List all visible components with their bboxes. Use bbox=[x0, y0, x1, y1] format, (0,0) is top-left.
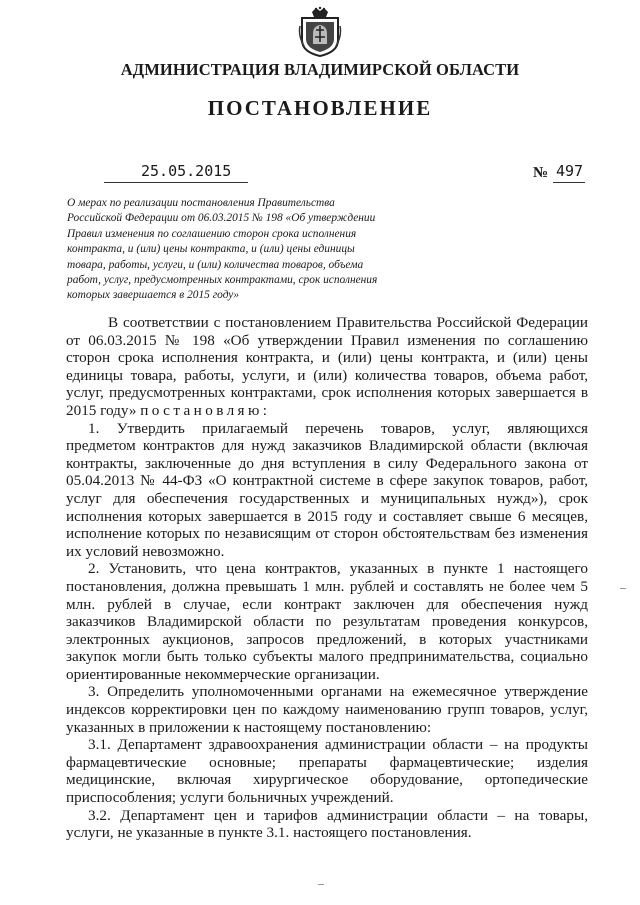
body-line: фармацевтические основные; препараты фармацевтические; изделия bbox=[66, 753, 588, 771]
subject-line: О мерах по реализации постановления Правительства bbox=[67, 197, 335, 209]
body-line: ориентированные некоммерческие организации. bbox=[66, 665, 380, 683]
subject-line: контракта, и (или) цены контракта, и (или) цены единицы bbox=[67, 243, 355, 256]
coat-of-arms-icon bbox=[298, 6, 342, 58]
body-line: указанных в приложении к настоящему постановлению: bbox=[66, 718, 432, 736]
scan-mark bbox=[620, 588, 626, 589]
body-line bbox=[66, 402, 588, 420]
subject-line: Российской Федерации от 06.03.2015 № 198 «Об утверждении bbox=[67, 212, 376, 225]
organization-name: АДМИНИСТРАЦИЯ ВЛАДИМИРСКОЙ ОБЛАСТИ bbox=[120, 60, 520, 79]
body-line: исполнения которых завершается в 2015 году и составляет свыше 6 месяцев, bbox=[66, 507, 588, 525]
body-line: электронных аукционов, запросов предложений, в которых участниками bbox=[66, 630, 588, 648]
body-line: единицы товара, работы, услуги, и (или) количества товаров, объема работ, bbox=[66, 366, 588, 384]
body-line: 1. Утвердить прилагаемый перечень товаров, услуг, являющихся bbox=[88, 419, 588, 437]
subject-line: которых завершается в 2015 году» bbox=[67, 289, 240, 302]
body-line: постановления, должна превышать 1 млн. рублей и составлять не более чем 5 bbox=[66, 577, 588, 595]
decree-word: постановляю: bbox=[140, 401, 271, 419]
subject-line: работ, услуг, предусмотренных контрактами, срок исполнения bbox=[67, 274, 378, 287]
number-sign: № bbox=[533, 165, 549, 181]
body-line: 2. Установить, что цена контрактов, указанных в пункте 1 настоящего bbox=[88, 560, 588, 578]
document-subject bbox=[67, 196, 427, 304]
body-line: услуг для обеспечения государственных и муниципальных нужд»), срок bbox=[66, 489, 588, 507]
body-line: закупок могли быть только субъекты малого предпринимательства, социально bbox=[66, 648, 588, 666]
body-line: В соответствии с постановлением Правительства Российской Федерации bbox=[108, 314, 588, 331]
scan-mark bbox=[318, 884, 324, 885]
body-line: сторон срока исполнения контракта, и (или) цены контракта, и (или) цены bbox=[66, 349, 588, 367]
body-line: услуги, не указанные в пункте 3.1. настоящего постановления. bbox=[66, 824, 472, 842]
number-underline bbox=[553, 182, 585, 183]
body-line: предметом контрактов для нужд заказчиков Владимирской области (включая bbox=[66, 437, 588, 455]
body-line: от 06.03.2015 № 198 «Об утверждении Правил изменения по соглашению bbox=[66, 331, 588, 349]
body-line: 3.2. Департамент цен и тарифов администрации области – на товары, bbox=[88, 806, 588, 824]
subject-line: товара, работы, услуги, и (или) количества товаров, объема bbox=[67, 258, 364, 271]
body-line: исполнение которых по независящим от сторон обстоятельствам без изменения bbox=[66, 525, 588, 543]
subject-line: Правил изменения по соглашению сторон срока исполнения bbox=[67, 227, 357, 240]
body-line: 3.1. Департамент здравоохранения администрации области – на продукты bbox=[88, 736, 588, 754]
intro-ending: 2015 году» bbox=[66, 401, 137, 419]
document-body bbox=[66, 314, 588, 842]
body-line: услуг, предусмотренных контрактами, срок исполнения которых завершается в bbox=[66, 384, 588, 402]
document-type: ПОСТАНОВЛЕНИЕ bbox=[207, 96, 433, 120]
document-date: 25.05.2015 bbox=[141, 162, 232, 180]
body-line: медицинские, включая хирургическое оборудование, ортопедические bbox=[66, 771, 588, 789]
body-line: их условий невозможно. bbox=[66, 542, 225, 560]
body-line: индексов корректировки цен по каждому наименованию групп товаров, услуг, bbox=[66, 701, 588, 719]
date-underline bbox=[104, 182, 248, 183]
body-line: приспособления; услуги больничных учреждений. bbox=[66, 789, 394, 807]
body-line: 3. Определить уполномоченными органами на ежемесячное утверждение bbox=[88, 683, 588, 701]
body-line: млн. рублей в случае, если контракт заключен для обеспечения нужд bbox=[66, 595, 588, 613]
body-line: 05.04.2013 № 44-ФЗ «О контрактной системе в сфере закупок товаров, работ, bbox=[66, 472, 588, 490]
body-line: контракты, заключенные до дня вступления в силу Федерального закона от bbox=[66, 454, 588, 472]
document-number: 497 bbox=[556, 162, 584, 180]
body-line: заказчиков Владимирской области по результатам проведения конкурсов, bbox=[66, 613, 588, 631]
